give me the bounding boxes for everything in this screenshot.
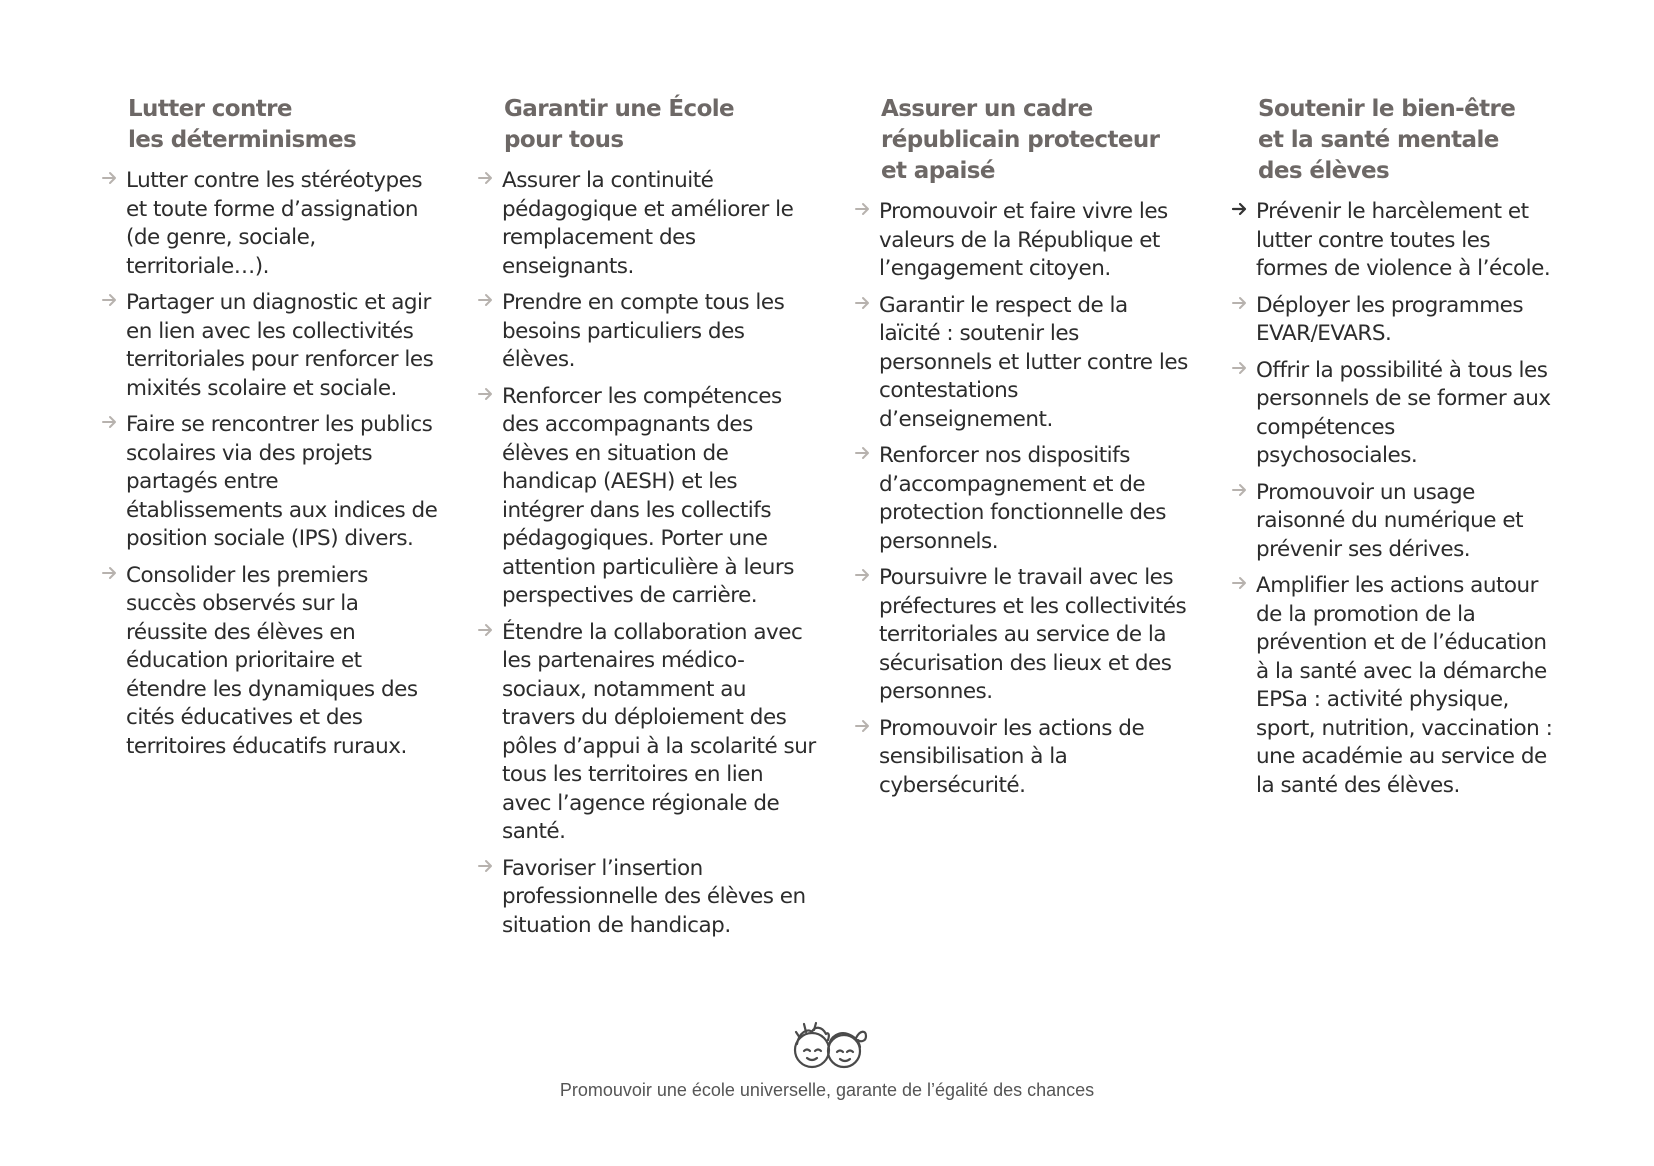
arrow-right-icon: [100, 290, 120, 310]
footer-caption: Promouvoir une école universelle, garante de l’égalité des chances: [559, 1080, 1095, 1100]
title-line: Assurer un cadre: [881, 96, 1093, 122]
title-line: et apaisé: [881, 158, 995, 184]
item-text: Faire se rencontrer les publics scolaires via des projets partagés entre établissements aux indices de position sociale (IPS) divers.: [126, 412, 438, 551]
title-line: républicain protecteur: [881, 127, 1160, 153]
item-text: Favoriser l’insertion professionnelle des élèves en situation de handicap.: [502, 855, 806, 938]
list-item: [1230, 357, 1560, 471]
two-children-faces-icon: [786, 1016, 870, 1072]
list-item: [476, 289, 816, 375]
list-item: [1230, 572, 1560, 800]
item-text: Renforcer les compétences des accompagnants des élèves en situation de handicap (AESH) et les intégrer dans les collectifs pédagogiques. Porter une attention particulière à leurs perspectives de carrière.: [502, 383, 794, 608]
list-item: [100, 562, 440, 762]
title-line: pour tous: [504, 127, 624, 153]
column-title: [881, 94, 1193, 187]
arrow-right-icon: [476, 856, 496, 876]
item-text: Lutter contre les stéréotypes et toute forme d’assignation (de genre, sociale, territoriale…).: [126, 168, 423, 279]
arrow-right-icon: [100, 563, 120, 583]
arrow-right-icon: [476, 290, 496, 310]
item-text: Consolider les premiers succès observés sur la réussite des élèves en éducation prioritaire et étendre les dynamiques des cités éducatives et des territoires éducatifs ruraux.: [126, 562, 418, 759]
item-list: [476, 167, 816, 940]
list-item: [853, 198, 1193, 284]
title-line: les déterminismes: [128, 127, 357, 153]
list-item: [1230, 198, 1560, 284]
title-line: et la santé mentale: [1258, 127, 1499, 153]
item-list: [1230, 198, 1560, 800]
item-text: Renforcer nos dispositifs d’accompagnement et de protection fonctionnelle des personnels.: [879, 443, 1166, 554]
arrow-right-icon: [476, 620, 496, 640]
arrow-right-icon: [1230, 480, 1250, 500]
list-item: [476, 167, 816, 281]
list-item: [853, 292, 1193, 435]
arrow-right-icon: [100, 412, 120, 432]
item-text: Étendre la collaboration avec les partenaires médico-sociaux, notamment au travers du déploiement des pôles d’appui à la scolarité sur tous les territoires en lien avec l’agence régionale de santé.: [502, 619, 816, 844]
column-ecole-pour-tous: [476, 94, 816, 948]
arrow-right-icon: [476, 168, 496, 188]
list-item: [853, 564, 1193, 707]
arrow-right-icon: [853, 443, 873, 463]
arrow-right-icon: [476, 384, 496, 404]
item-text: Amplifier les actions autour de la promotion de la prévention et de l’éducation à la santé avec la démarche EPSa : activité physique, sport, nutrition, vaccination : une académie au service de la santé des élèves.: [1256, 573, 1553, 798]
list-item: [100, 289, 440, 403]
list-item: [476, 619, 816, 847]
arrow-right-icon: [1230, 573, 1250, 593]
column-cadre-republicain: [853, 94, 1193, 808]
item-text: Assurer la continuité pédagogique et améliorer le remplacement des enseignants.: [502, 168, 794, 279]
arrow-right-icon: [100, 168, 120, 188]
item-text: Promouvoir et faire vivre les valeurs de la République et l’engagement citoyen.: [879, 199, 1168, 281]
arrow-right-icon: [853, 716, 873, 736]
item-text: Prendre en compte tous les besoins particuliers des élèves.: [502, 290, 785, 372]
arrow-right-icon: [1230, 199, 1250, 219]
column-title: [504, 94, 816, 156]
list-item: [853, 715, 1193, 801]
item-text: Déployer les programmes EVAR/EVARS.: [1256, 292, 1524, 346]
item-text: Partager un diagnostic et agir en lien avec les collectivités territoriales pour renforcer les mixités scolaire et sociale.: [126, 290, 434, 401]
item-text: Poursuivre le travail avec les préfectures et les collectivités territoriales au service de la sécurisation des lieux et des personnes.: [879, 565, 1187, 704]
arrow-right-icon: [853, 293, 873, 313]
list-item: [100, 167, 440, 281]
title-line: Lutter contre: [128, 96, 292, 122]
item-text: Promouvoir les actions de sensibilisation à la cybersécurité.: [879, 715, 1145, 798]
title-line: Garantir une École: [504, 96, 735, 122]
column-bien-etre-sante: [1230, 94, 1560, 808]
item-text: Prévenir le harcèlement et lutter contre toutes les formes de violence à l’école.: [1256, 199, 1551, 281]
item-text: Offrir la possibilité à tous les personnels de se former aux compétences psychosociales.: [1256, 357, 1551, 468]
arrow-right-icon: [1230, 293, 1250, 313]
arrow-right-icon: [853, 199, 873, 219]
item-list: [100, 167, 440, 761]
list-item: [476, 383, 816, 611]
list-item: [853, 442, 1193, 556]
list-item: [1230, 479, 1560, 565]
arrow-right-icon: [853, 565, 873, 585]
list-item: [1230, 292, 1560, 349]
column-title: [1258, 94, 1560, 187]
arrow-right-icon: [1230, 358, 1250, 378]
item-text: Promouvoir un usage raisonné du numérique et prévenir ses dérives.: [1256, 479, 1523, 562]
item-text: Garantir le respect de la laïcité : soutenir les personnels et lutter contre les contestations d’enseignement.: [879, 292, 1188, 432]
list-item: [476, 855, 816, 941]
column-lutter-determinismes: [100, 94, 440, 769]
column-title: [128, 94, 440, 156]
list-item: [100, 411, 440, 554]
title-line: des élèves: [1258, 158, 1390, 184]
item-list: [853, 198, 1193, 800]
title-line: Soutenir le bien-être: [1258, 96, 1516, 122]
